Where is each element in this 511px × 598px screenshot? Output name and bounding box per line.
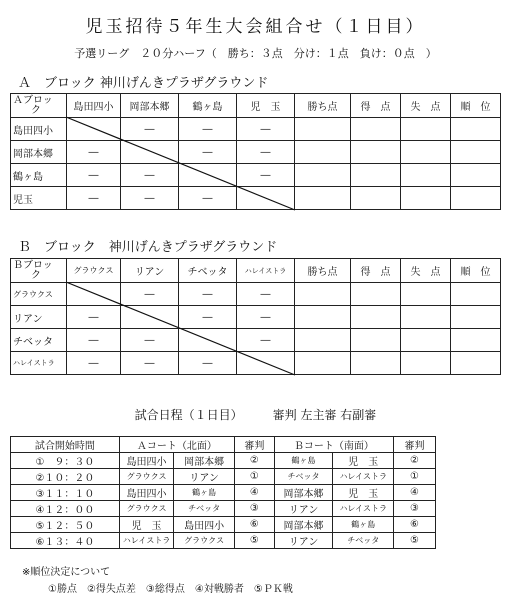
match-cell: ― — [67, 306, 121, 329]
rank-cell — [451, 352, 501, 375]
court-b-team-1: 岡部本郷 — [274, 517, 333, 533]
court-b-referee: ① — [394, 469, 436, 485]
goals-against-cell — [401, 164, 451, 187]
schedule-title: 試合日程（１日目） 審判 左主審 右副審 — [134, 408, 377, 422]
match-cell: ― — [67, 164, 121, 187]
court-b-team-1: 岡部本郷 — [274, 485, 333, 501]
rank-cell — [451, 329, 501, 352]
match-cell: ― — [67, 329, 121, 352]
page-title: 児玉招待５年生大会組合せ（１日目） — [85, 17, 426, 37]
col-header-team: 鶴ヶ島 — [179, 94, 237, 118]
match-cell: ― — [121, 329, 179, 352]
match-cell: ― — [121, 283, 179, 306]
court-a-team-1: ハレイストラ — [119, 533, 173, 549]
court-a-team-1: 島田四小 — [119, 453, 173, 469]
row-header-team: チベッタ — [11, 329, 67, 352]
match-cell: ― — [237, 306, 295, 329]
block-a-corner: Ａブロッ ク — [11, 94, 67, 118]
rank-cell — [451, 141, 501, 164]
schedule-row — [11, 501, 436, 517]
col-header-team: 岡部本郷 — [121, 94, 179, 118]
match-cell: ― — [121, 164, 179, 187]
match-cell: ― — [67, 141, 121, 164]
court-b-team-1: リアン — [274, 501, 333, 517]
goals-for-cell — [351, 141, 401, 164]
block-a-grid — [10, 93, 500, 215]
rank-cell — [451, 306, 501, 329]
court-a-team-1: グラウクス — [119, 469, 173, 485]
court-b-referee: ⑥ — [394, 517, 436, 533]
block-b-title: Ｂ ブロック 神川げんきプラザグラウンド — [18, 240, 278, 255]
col-header-team: チベッタ — [179, 259, 237, 283]
match-cell: ― — [179, 306, 237, 329]
schedule-row — [11, 517, 436, 533]
match-cell: ― — [121, 118, 179, 141]
schedule-row — [11, 453, 436, 469]
goals-for-cell — [351, 283, 401, 306]
col-header-goals-against: 失 点 — [401, 94, 451, 118]
points-cell — [295, 118, 351, 141]
court-b-team-1: リアン — [274, 533, 333, 549]
col-header-points: 勝ち点 — [295, 94, 351, 118]
court-a-team-1: 児 玉 — [119, 517, 173, 533]
court-a-team-2: チベッタ — [174, 501, 235, 517]
schedule-header-time: 試合開始時間 — [11, 437, 120, 453]
court-b-referee: ③ — [394, 501, 436, 517]
match-cell: ― — [179, 187, 237, 210]
block-b-diagonal — [10, 258, 300, 380]
match-time: ⑤１２：５０ — [11, 517, 120, 533]
diagonal-line — [66, 117, 295, 210]
rank-cell — [451, 164, 501, 187]
points-cell — [295, 164, 351, 187]
court-a-referee: ② — [234, 453, 274, 469]
schedule-row — [11, 469, 436, 485]
court-a-referee: ④ — [234, 485, 274, 501]
diagonal-line — [66, 282, 295, 375]
goals-against-cell — [401, 118, 451, 141]
court-b-team-2: チベッタ — [333, 533, 394, 549]
court-a-team-2: 鶴ヶ島 — [174, 485, 235, 501]
points-cell — [295, 352, 351, 375]
match-time: ②１０：２０ — [11, 469, 120, 485]
match-cell: ― — [237, 141, 295, 164]
ranking-note-list: ①勝点 ②得失点差 ③総得点 ④対戦勝者 ⑤ＰＫ戦 — [48, 584, 293, 595]
points-cell — [295, 187, 351, 210]
block-b-grid — [10, 258, 500, 378]
match-time: ③１１：１０ — [11, 485, 120, 501]
match-time: ⑥１３：４０ — [11, 533, 120, 549]
block-b-corner: Ｂブロッ ク — [11, 259, 67, 283]
match-cell: ― — [121, 352, 179, 375]
rank-cell — [451, 187, 501, 210]
goals-for-cell — [351, 329, 401, 352]
points-cell — [295, 141, 351, 164]
court-a-team-2: グラウクス — [174, 533, 235, 549]
points-cell — [295, 329, 351, 352]
col-header-rank: 順 位 — [451, 259, 501, 283]
match-cell: ― — [67, 187, 121, 210]
court-a-team-2: リアン — [174, 469, 235, 485]
col-header-rank: 順 位 — [451, 94, 501, 118]
match-time: ④１２：００ — [11, 501, 120, 517]
rank-cell — [451, 283, 501, 306]
court-b-team-2: ハレイストラ — [333, 469, 394, 485]
schedule-header-ref-b: 審判 — [394, 437, 436, 453]
row-header-team: 島田四小 — [11, 118, 67, 141]
col-header-goals-for: 得 点 — [351, 259, 401, 283]
match-cell: ― — [237, 283, 295, 306]
row-header-team: ハレイストラ — [11, 352, 67, 375]
match-time: ① ９：３０ — [11, 453, 120, 469]
col-header-team: ハレイストラ — [237, 259, 295, 283]
match-cell: ― — [179, 283, 237, 306]
court-a-referee: ③ — [234, 501, 274, 517]
col-header-team: グラウクス — [67, 259, 121, 283]
row-header-team: 岡部本郷 — [11, 141, 67, 164]
goals-for-cell — [351, 118, 401, 141]
court-b-team-2: ハレイストラ — [333, 501, 394, 517]
ranking-note-title: ※順位決定について — [22, 567, 111, 578]
match-cell: ― — [237, 329, 295, 352]
match-cell: ― — [237, 118, 295, 141]
row-header-team: 鶴ヶ島 — [11, 164, 67, 187]
block-a-title: Ａ ブロック 神川げんきプラザグラウンド — [18, 76, 269, 91]
col-header-team: 児 玉 — [237, 94, 295, 118]
points-cell — [295, 283, 351, 306]
goals-for-cell — [351, 164, 401, 187]
match-cell: ― — [179, 141, 237, 164]
goals-for-cell — [351, 306, 401, 329]
court-a-team-2: 岡部本郷 — [174, 453, 235, 469]
court-b-team-2: 鶴ヶ島 — [333, 517, 394, 533]
goals-against-cell — [401, 352, 451, 375]
court-a-team-1: 島田四小 — [119, 485, 173, 501]
match-cell: ― — [237, 164, 295, 187]
court-a-referee: ① — [234, 469, 274, 485]
court-b-referee: ④ — [394, 485, 436, 501]
schedule-table — [10, 436, 436, 549]
goals-for-cell — [351, 352, 401, 375]
col-header-goals-for: 得 点 — [351, 94, 401, 118]
row-header-team: グラウクス — [11, 283, 67, 306]
goals-against-cell — [401, 283, 451, 306]
rank-cell — [451, 118, 501, 141]
court-b-referee: ⑤ — [394, 533, 436, 549]
points-cell — [295, 306, 351, 329]
court-b-referee: ② — [394, 453, 436, 469]
court-b-team-2: 児 玉 — [333, 485, 394, 501]
col-header-points: 勝ち点 — [295, 259, 351, 283]
match-cell: ― — [121, 187, 179, 210]
court-a-team-1: グラウクス — [119, 501, 173, 517]
schedule-body — [11, 453, 436, 549]
match-cell: ― — [67, 352, 121, 375]
court-a-team-2: 島田四小 — [174, 517, 235, 533]
block-a-diagonal — [10, 93, 300, 215]
rules-subtitle: 予選リーグ ２０分ハーフ（ 勝ち：３点 分け：１点 負け：０点 ） — [74, 47, 437, 60]
goals-for-cell — [351, 187, 401, 210]
match-cell: ― — [179, 352, 237, 375]
court-a-referee: ⑥ — [234, 517, 274, 533]
court-b-team-2: 児 玉 — [333, 453, 394, 469]
row-header-team: リアン — [11, 306, 67, 329]
goals-against-cell — [401, 306, 451, 329]
col-header-team: 島田四小 — [67, 94, 121, 118]
goals-against-cell — [401, 141, 451, 164]
court-b-team-1: 鶴ヶ島 — [274, 453, 333, 469]
schedule-header-court-a: Ａコート（北面） — [119, 437, 234, 453]
goals-against-cell — [401, 329, 451, 352]
goals-against-cell — [401, 187, 451, 210]
court-b-team-1: チベッタ — [274, 469, 333, 485]
court-a-referee: ⑤ — [234, 533, 274, 549]
match-cell: ― — [179, 118, 237, 141]
col-header-goals-against: 失 点 — [401, 259, 451, 283]
row-header-team: 児玉 — [11, 187, 67, 210]
col-header-team: リアン — [121, 259, 179, 283]
schedule-header-court-b: Ｂコート（南面） — [274, 437, 393, 453]
schedule-header-ref-a: 審判 — [234, 437, 274, 453]
schedule-row — [11, 533, 436, 549]
schedule-row — [11, 485, 436, 501]
